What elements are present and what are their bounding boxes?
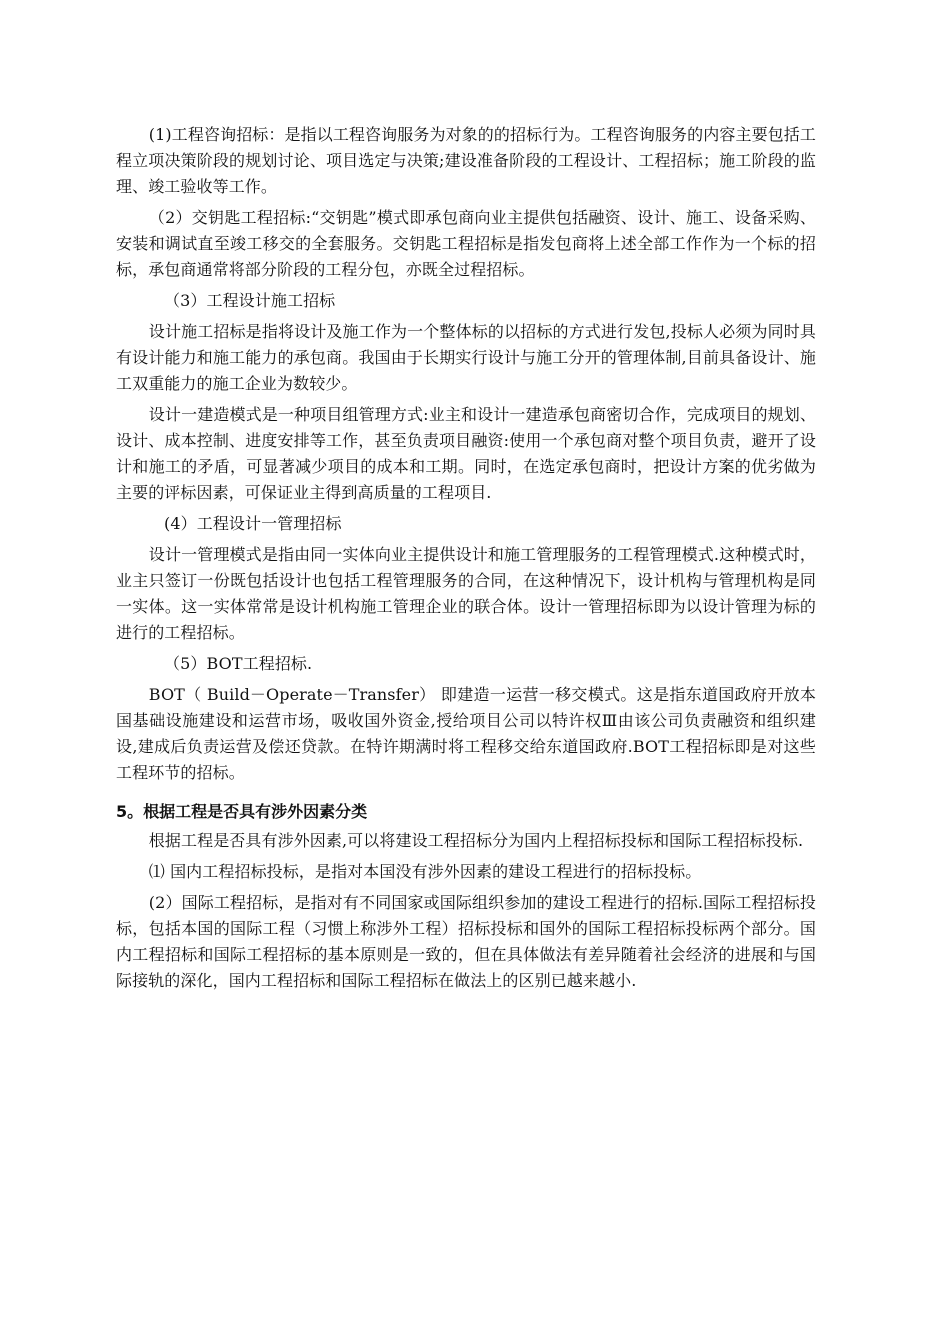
subheading-design-management: (4）工程设计一管理招标: [164, 514, 342, 533]
paragraph-consulting-bidding: (1)工程咨询招标：是指以工程咨询服务为对象的的招标行为。工程咨询服务的内容主要包括工程立项决策阶段的规划讨论、项目选定与决策;建设准备阶段的工程设计、工程招标；施工阶段的监理、竣工验收等工作。: [116, 125, 816, 196]
subheading-design-construction: （3）工程设计施工招标: [164, 291, 336, 310]
paragraph-design-management: 设计一管理模式是指由同一实体向业主提供设计和施工管理服务的工程管理模式.这种模式时，业主只签订一份既包括设计也包括工程管理服务的合同，在这种情况下，设计机构与管理机构是同一实体。这一实体常常是设计机构施工管理企业的联合体。设计一管理招标即为以设计管理为标的进行的工程招标。: [116, 545, 816, 642]
paragraph-international-bidding: (2）国际工程招标，是指对有不同国家或国际组织参加的建设工程进行的招标.国际工程招标投标，包括本国的国际工程（习惯上称涉外工程）招标投标和国外的国际工程招标投标两个部分。国内工程招标和国际工程招标的基本原则是一致的，但在具体做法有差异随着社会经济的进展和与国际接轨的深化，国内工程招标和国际工程招标在做法上的区别已越来越小.: [116, 893, 816, 990]
paragraph-foreign-factors: 根据工程是否具有涉外因素,可以将建设工程招标分为国内上程招标投标和国际工程招标投标.: [148, 831, 804, 850]
paragraph-design-construction: 设计施工招标是指将设计及施工作为一个整体标的以招标的方式进行发包,投标人必须为同时具有设计能力和施工能力的承包商。我国由于长期实行设计与施工分开的管理体制,目前具备设计、施工双重能力的施工企业为数较少。: [116, 322, 816, 393]
paragraph-bot: BOT（ Build－Operate－Transfer） 即建造一运营一移交模式。这是指东道国政府开放本国基础设施建设和运营市场，吸收国外资金,授给项目公司以特许权Ⅲ由该公司负责融资和组织建设,建成后负责运营及偿还贷款。在特许期满时将工程移交给东道国政府.BOT工程招标即是对这些工程环节的招标。: [116, 685, 816, 782]
paragraph-turnkey-bidding: （2）交钥匙工程招标:“交钥匙”模式即承包商向业主提供包括融资、设计、施工、设备采购、安装和调试直至竣工移交的全套服务。交钥匙工程招标是指发包商将上述全部工作作为一个标的招标，承包商通常将部分阶段的工程分包，亦既全过程招标。: [116, 208, 816, 279]
section-heading: 5。根据工程是否具有涉外因素分类: [116, 802, 368, 821]
subheading-bot: （5）BOT工程招标.: [164, 654, 313, 673]
paragraph-design-build-mode: 设计一建造模式是一种项目组管理方式:业主和设计一建造承包商密切合作，完成项目的规划、设计、成本控制、进度安排等工作，甚至负责项目融资:使用一个承包商对整个项目负责，避开了设计和施工的矛盾，可显著减少项目的成本和工期。同时，在选定承包商时，把设计方案的优劣做为主要的评标因素，可保证业主得到高质量的工程项目.: [116, 405, 816, 502]
document-body: [116, 122, 816, 999]
paragraph-domestic-bidding: ⑴ 国内工程招标投标，是指对本国没有涉外因素的建设工程进行的招标投标。: [148, 862, 702, 881]
